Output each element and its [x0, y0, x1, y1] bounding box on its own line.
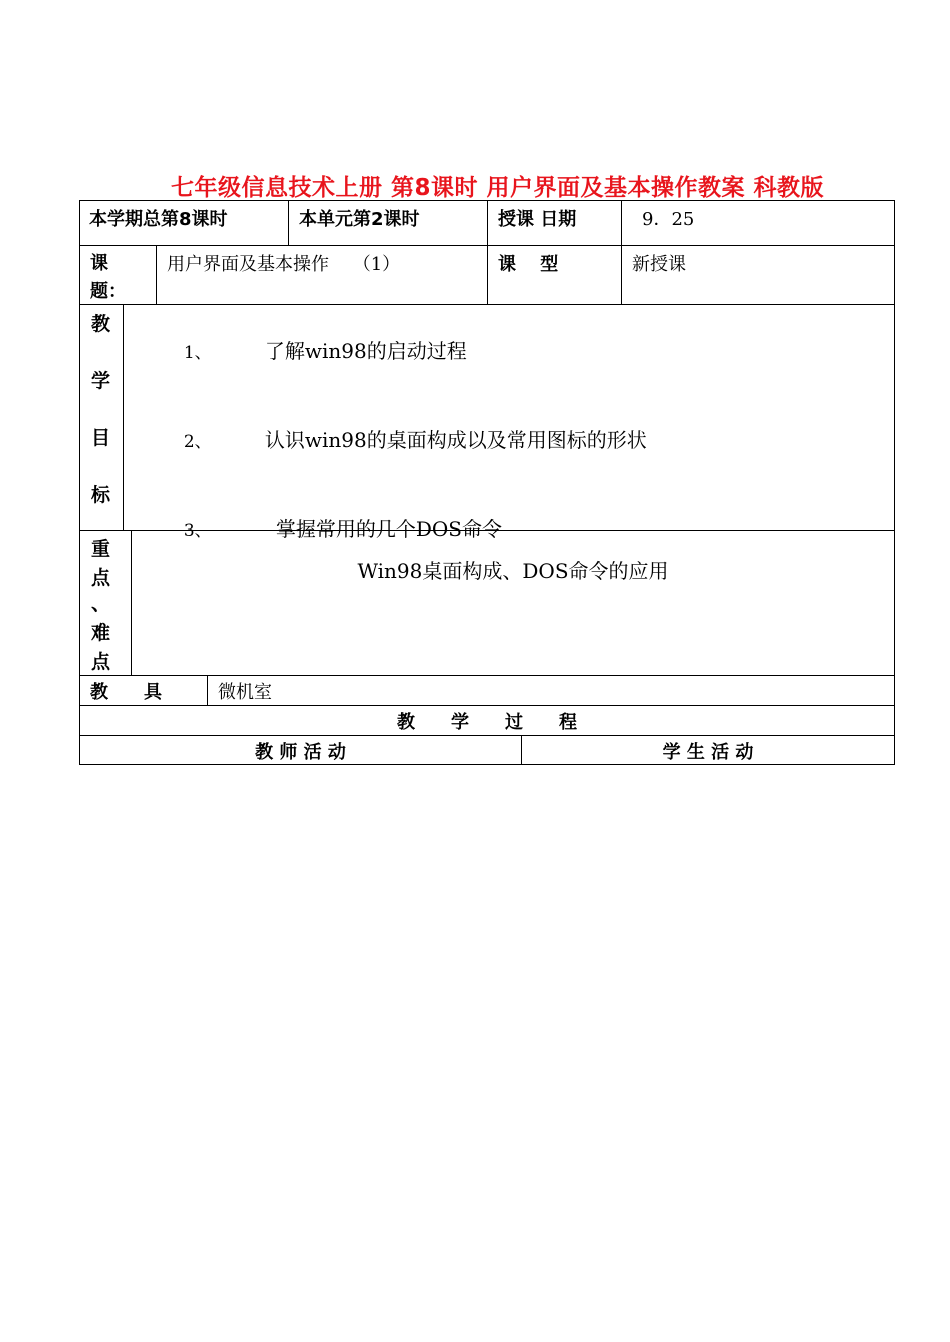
topic-row: [79, 246, 895, 305]
objective-number: 3、: [183, 521, 212, 541]
key-points-label-char: 点: [91, 567, 111, 589]
objective-text: 掌握常用的几个DOS命令: [275, 517, 502, 541]
objective-text: 认识win98的桌面构成以及常用图标的形状: [264, 428, 647, 452]
key-points-label-cell: [80, 531, 123, 675]
key-points-row: [79, 531, 895, 676]
teacher-activity-header: 教 师 活 动: [255, 742, 346, 763]
key-points-label-char: 难: [91, 622, 111, 644]
objective-number: 2、: [183, 432, 212, 452]
tools-row: [79, 676, 895, 706]
objectives-label-char: 目: [91, 427, 111, 449]
process-heading: 教 学 过 程: [397, 712, 577, 733]
type-value-cell: 新授课: [621, 246, 894, 304]
process-columns-row: [79, 736, 895, 765]
document-title: 七年级信息技术上册 第8课时 用户界面及基本操作教案 科教版: [170, 175, 825, 201]
student-activity-header: 学 生 活 动: [521, 736, 894, 764]
date-value-cell: 9．25: [621, 201, 894, 245]
objective-text: 了解win98的启动过程: [264, 339, 467, 363]
objective-number: 1、: [183, 343, 212, 363]
topic-label-line2: 题：: [90, 281, 126, 302]
unit-lesson-cell: 本单元第2课时: [288, 201, 487, 245]
process-heading-row: [79, 706, 895, 736]
date-label-cell: 授课 日期: [487, 201, 621, 245]
key-points-label-char: 重: [91, 538, 111, 560]
objective-item: [133, 308, 894, 397]
header-row: [79, 200, 895, 246]
topic-label-line1: 课: [90, 253, 108, 274]
objectives-label-char: 教: [91, 313, 111, 335]
objectives-label-char: 学: [91, 370, 111, 392]
key-points-label-char: 、: [91, 593, 111, 615]
objectives-list: [123, 305, 894, 541]
tools-value-cell: 微机室: [207, 676, 894, 705]
objectives-label-char: 标: [91, 484, 111, 506]
key-points-text: Win98桌面构成、DOS命令的应用: [131, 531, 894, 675]
tools-label-cell: 教 具: [90, 682, 162, 703]
lesson-plan-table: [79, 200, 895, 765]
objectives-label-cell: [80, 305, 123, 530]
topic-value-cell: 用户界面及基本操作 （1）: [156, 246, 487, 304]
objectives-row: [79, 305, 895, 541]
total-lesson-cell: 本学期总第8课时: [89, 209, 228, 230]
objective-item: [133, 397, 894, 486]
topic-label-cell: [80, 246, 156, 304]
key-points-label-char: 点: [91, 651, 111, 673]
type-label-cell: 课 型: [487, 246, 621, 304]
